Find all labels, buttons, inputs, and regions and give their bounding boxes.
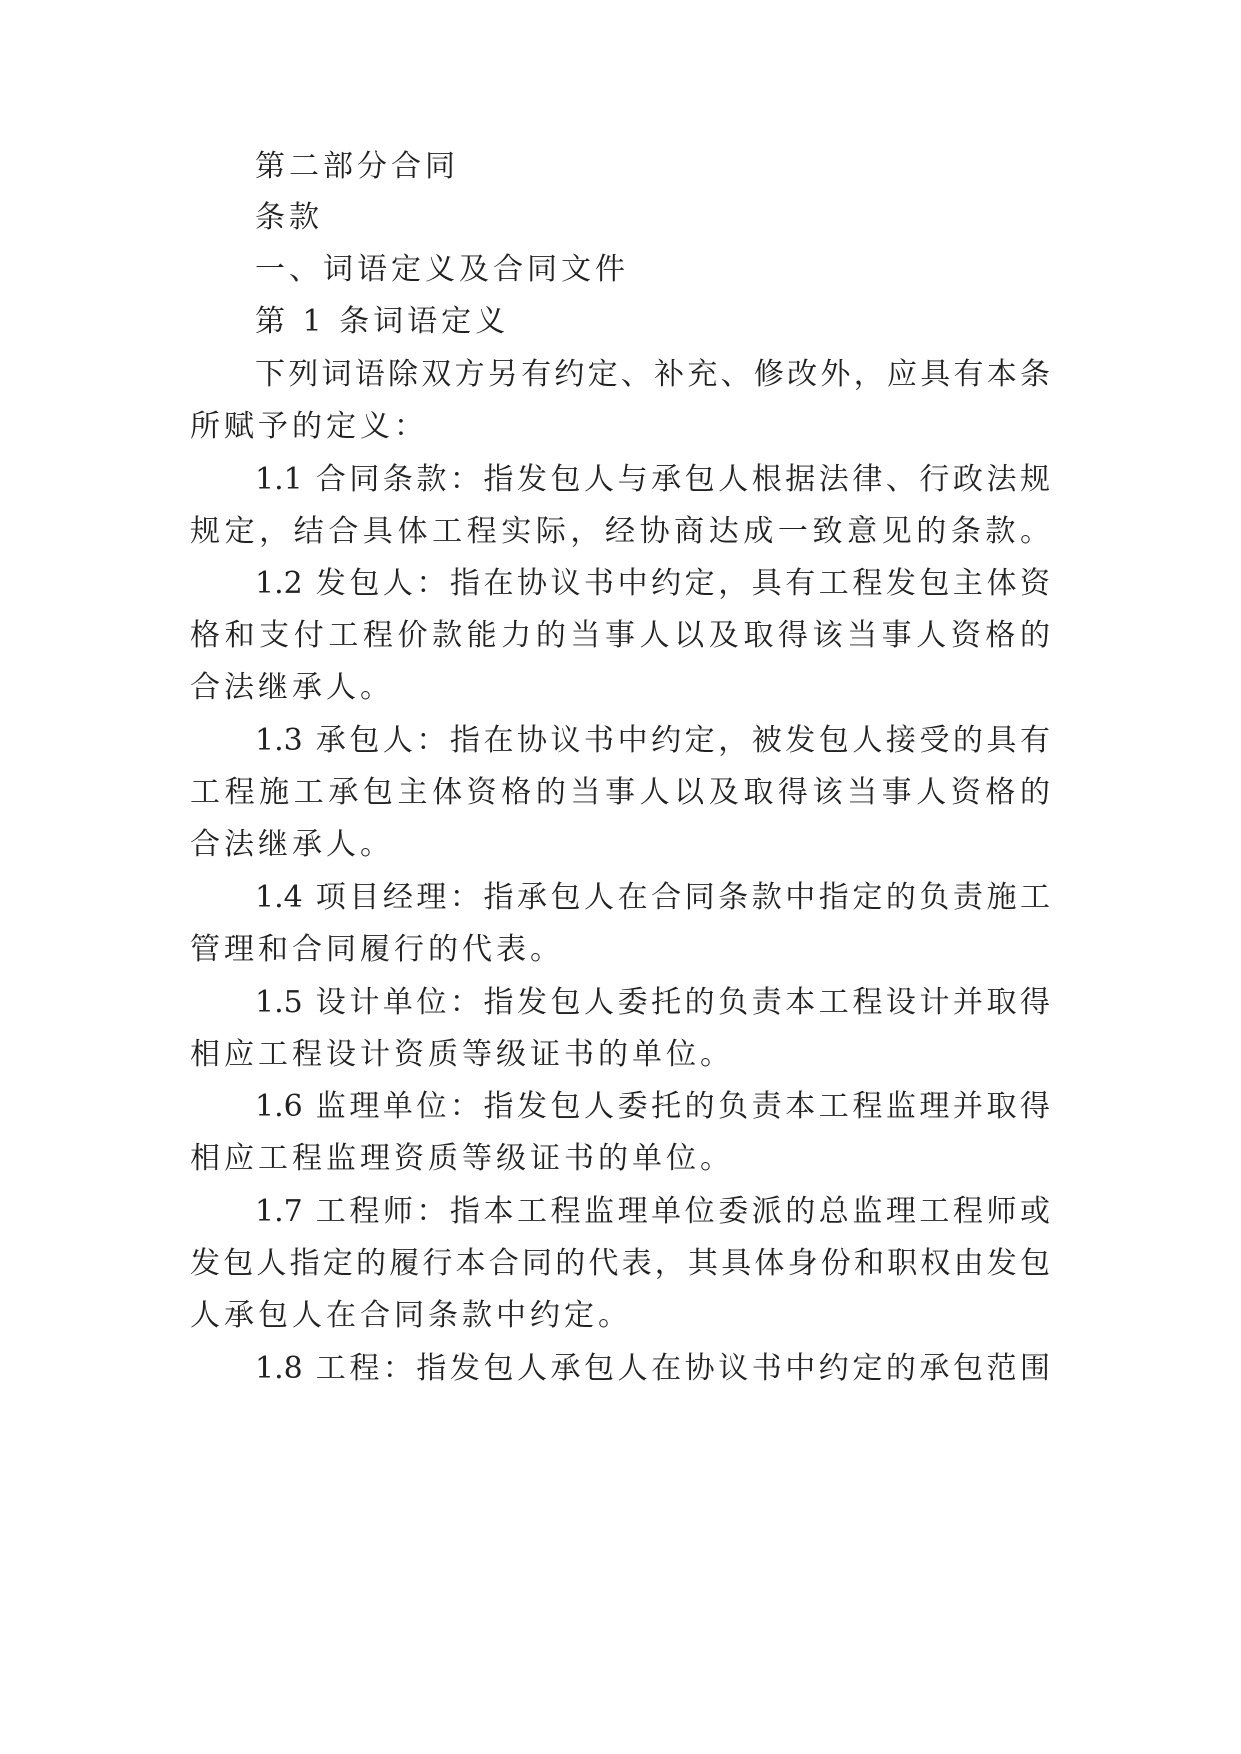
chapter-heading: 一、词语定义及合同文件 [255,252,629,287]
paragraph-line: 管理和合同履行的代表。 [190,932,564,967]
paragraph-line: 格和支付工程价款能力的当事人以及取得该当事人资格的 [190,618,1050,653]
paragraph-line: 1.1 合同条款：指发包人与承包人根据法律、行政法规 [255,462,1050,497]
paragraph-line: 1.2 发包人：指在协议书中约定，具有工程发包主体资 [255,566,1050,601]
section-title: 第二部分合同 [255,149,459,184]
paragraph-line: 相应工程监理资质等级证书的单位。 [190,1141,734,1176]
article-heading: 第 1 条词语定义 [255,304,510,339]
paragraph-line: 1.3 承包人：指在协议书中约定，被发包人接受的具有 [255,723,1050,758]
paragraph-line: 1.6 监理单位：指发包人委托的负责本工程监理并取得 [255,1089,1050,1124]
paragraph-line: 人承包人在合同条款中约定。 [190,1298,632,1333]
paragraph-line: 1.5 设计单位：指发包人委托的负责本工程设计并取得 [255,985,1050,1020]
paragraph-line: 合法继承人。 [190,827,394,862]
paragraph-line: 工程施工承包主体资格的当事人以及取得该当事人资格的 [190,775,1050,810]
paragraph-line: 合法继承人。 [190,670,394,705]
section-subtitle: 条款 [255,200,323,235]
paragraph-line: 发包人指定的履行本合同的代表，其具体身份和职权由发包 [190,1246,1050,1281]
paragraph-line: 规定，结合具体工程实际，经协商达成一致意见的条款。 [190,514,1050,549]
paragraph-line: 所赋予的定义： [190,409,428,444]
paragraph-line: 1.8 工程：指发包人承包人在协议书中约定的承包范围 [255,1351,1050,1386]
paragraph-line: 相应工程设计资质等级证书的单位。 [190,1037,734,1072]
paragraph-line: 下列词语除双方另有约定、补充、修改外，应具有本条 [255,357,1050,392]
paragraph-line: 1.4 项目经理：指承包人在合同条款中指定的负责施工 [255,880,1050,915]
paragraph-line: 1.7 工程师：指本工程监理单位委派的总监理工程师或 [255,1194,1050,1229]
